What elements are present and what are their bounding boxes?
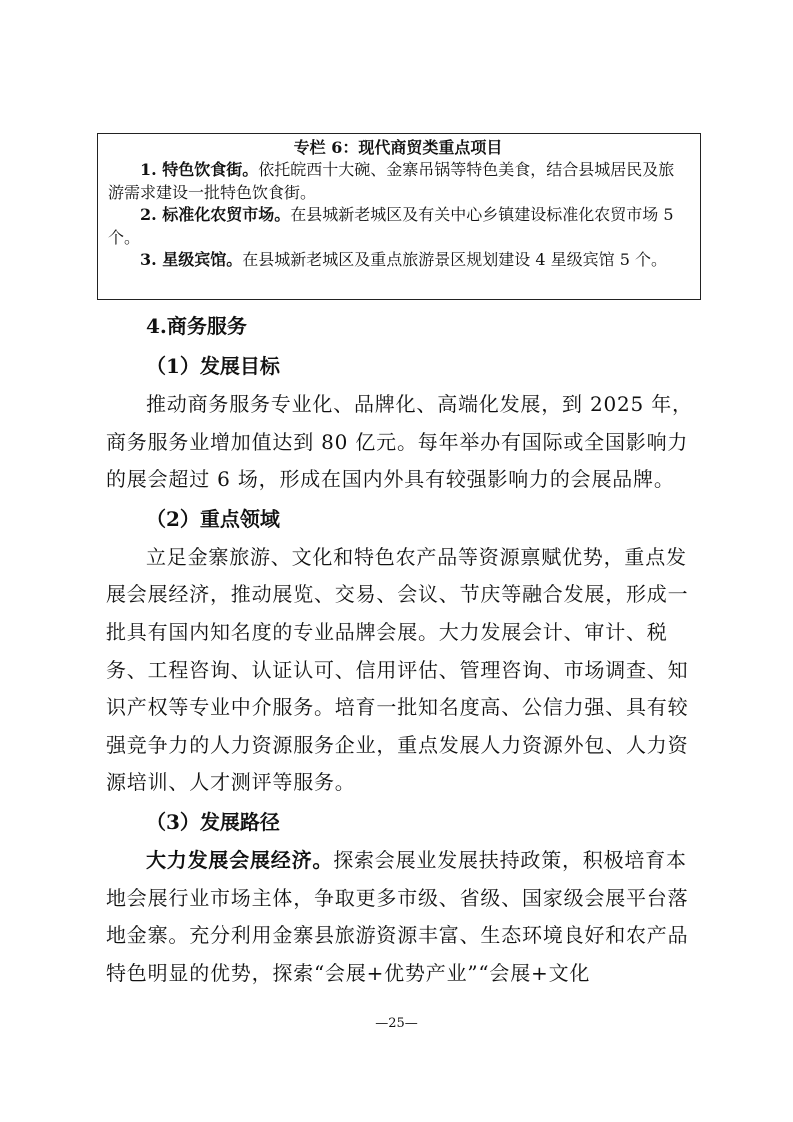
box-item-1-text: 依托皖西十大碗、金寨吊锅等特色美食，结合县城居民及旅游需求建设一批特色饮食街。	[108, 160, 675, 202]
box-item-3-text: 在县城新老城区及重点旅游景区规划建设 4 星级宾馆 5 个。	[242, 250, 667, 269]
box-item-2-text: 在县城新老城区及有关中心乡镇建设标准化农贸市场 5 个。	[108, 205, 674, 247]
document-body	[106, 306, 694, 992]
subheading-development-goals: （1）发展目标	[146, 354, 280, 378]
paragraph-key-areas: 立足金寨旅游、文化和特色农产品等资源禀赋优势，重点发展会展经济，推动展览、交易、会议、节庆等融合发展，形成一批具有国内知名度的专业品牌会展。大力发展会计、审计、税务、工程咨询、认证认可、信用评估、管理咨询、市场调查、知识产权等专业中介服务。培育一批知名度高、公信力强、具有较强竞争力的人力资源服务企业，重点发展人力资源外包、人力资源培训、人才测评等服务。	[106, 544, 689, 795]
paragraph-development-path-lead: 大力发展会展经济。	[146, 847, 334, 872]
box-item-1	[108, 159, 688, 204]
box-item-2-lead: 2. 标准化农贸市场。	[140, 205, 291, 224]
paragraph-development-goals: 推动商务服务专业化、品牌化、高端化发展，到 2025 年，商务服务业增加值达到 80 亿元。每年举办有国际或全国影响力的展会超过 6 场，形成在国内外具有较强影响力的会展品牌。	[106, 392, 693, 492]
box-item-3	[108, 249, 688, 272]
box-item-3-lead: 3. 星级宾馆。	[140, 250, 243, 269]
subheading-development-path: （3）发展路径	[146, 809, 280, 834]
paragraph-development-path	[106, 842, 694, 992]
page-number: —25—	[375, 1016, 418, 1031]
section-heading: 4.商务服务	[146, 314, 247, 338]
box-item-2	[108, 204, 688, 249]
box-item-1-lead: 1. 特色饮食街。	[140, 160, 259, 179]
subheading-key-areas: （2）重点领域	[146, 506, 280, 531]
paragraph-development-path-text: 探索会展业发展扶持政策，积极培育本地会展行业市场主体，争取更多市级、省级、国家级会展平台落地金寨。充分利用金寨县旅游资源丰富、生态环境良好和农产品特色明显的优势，探索“会展+优势产业”“会展+文化	[106, 847, 689, 985]
project-column-box	[97, 133, 701, 300]
box-title: 专栏 6：现代商贸类重点项目	[293, 138, 503, 157]
